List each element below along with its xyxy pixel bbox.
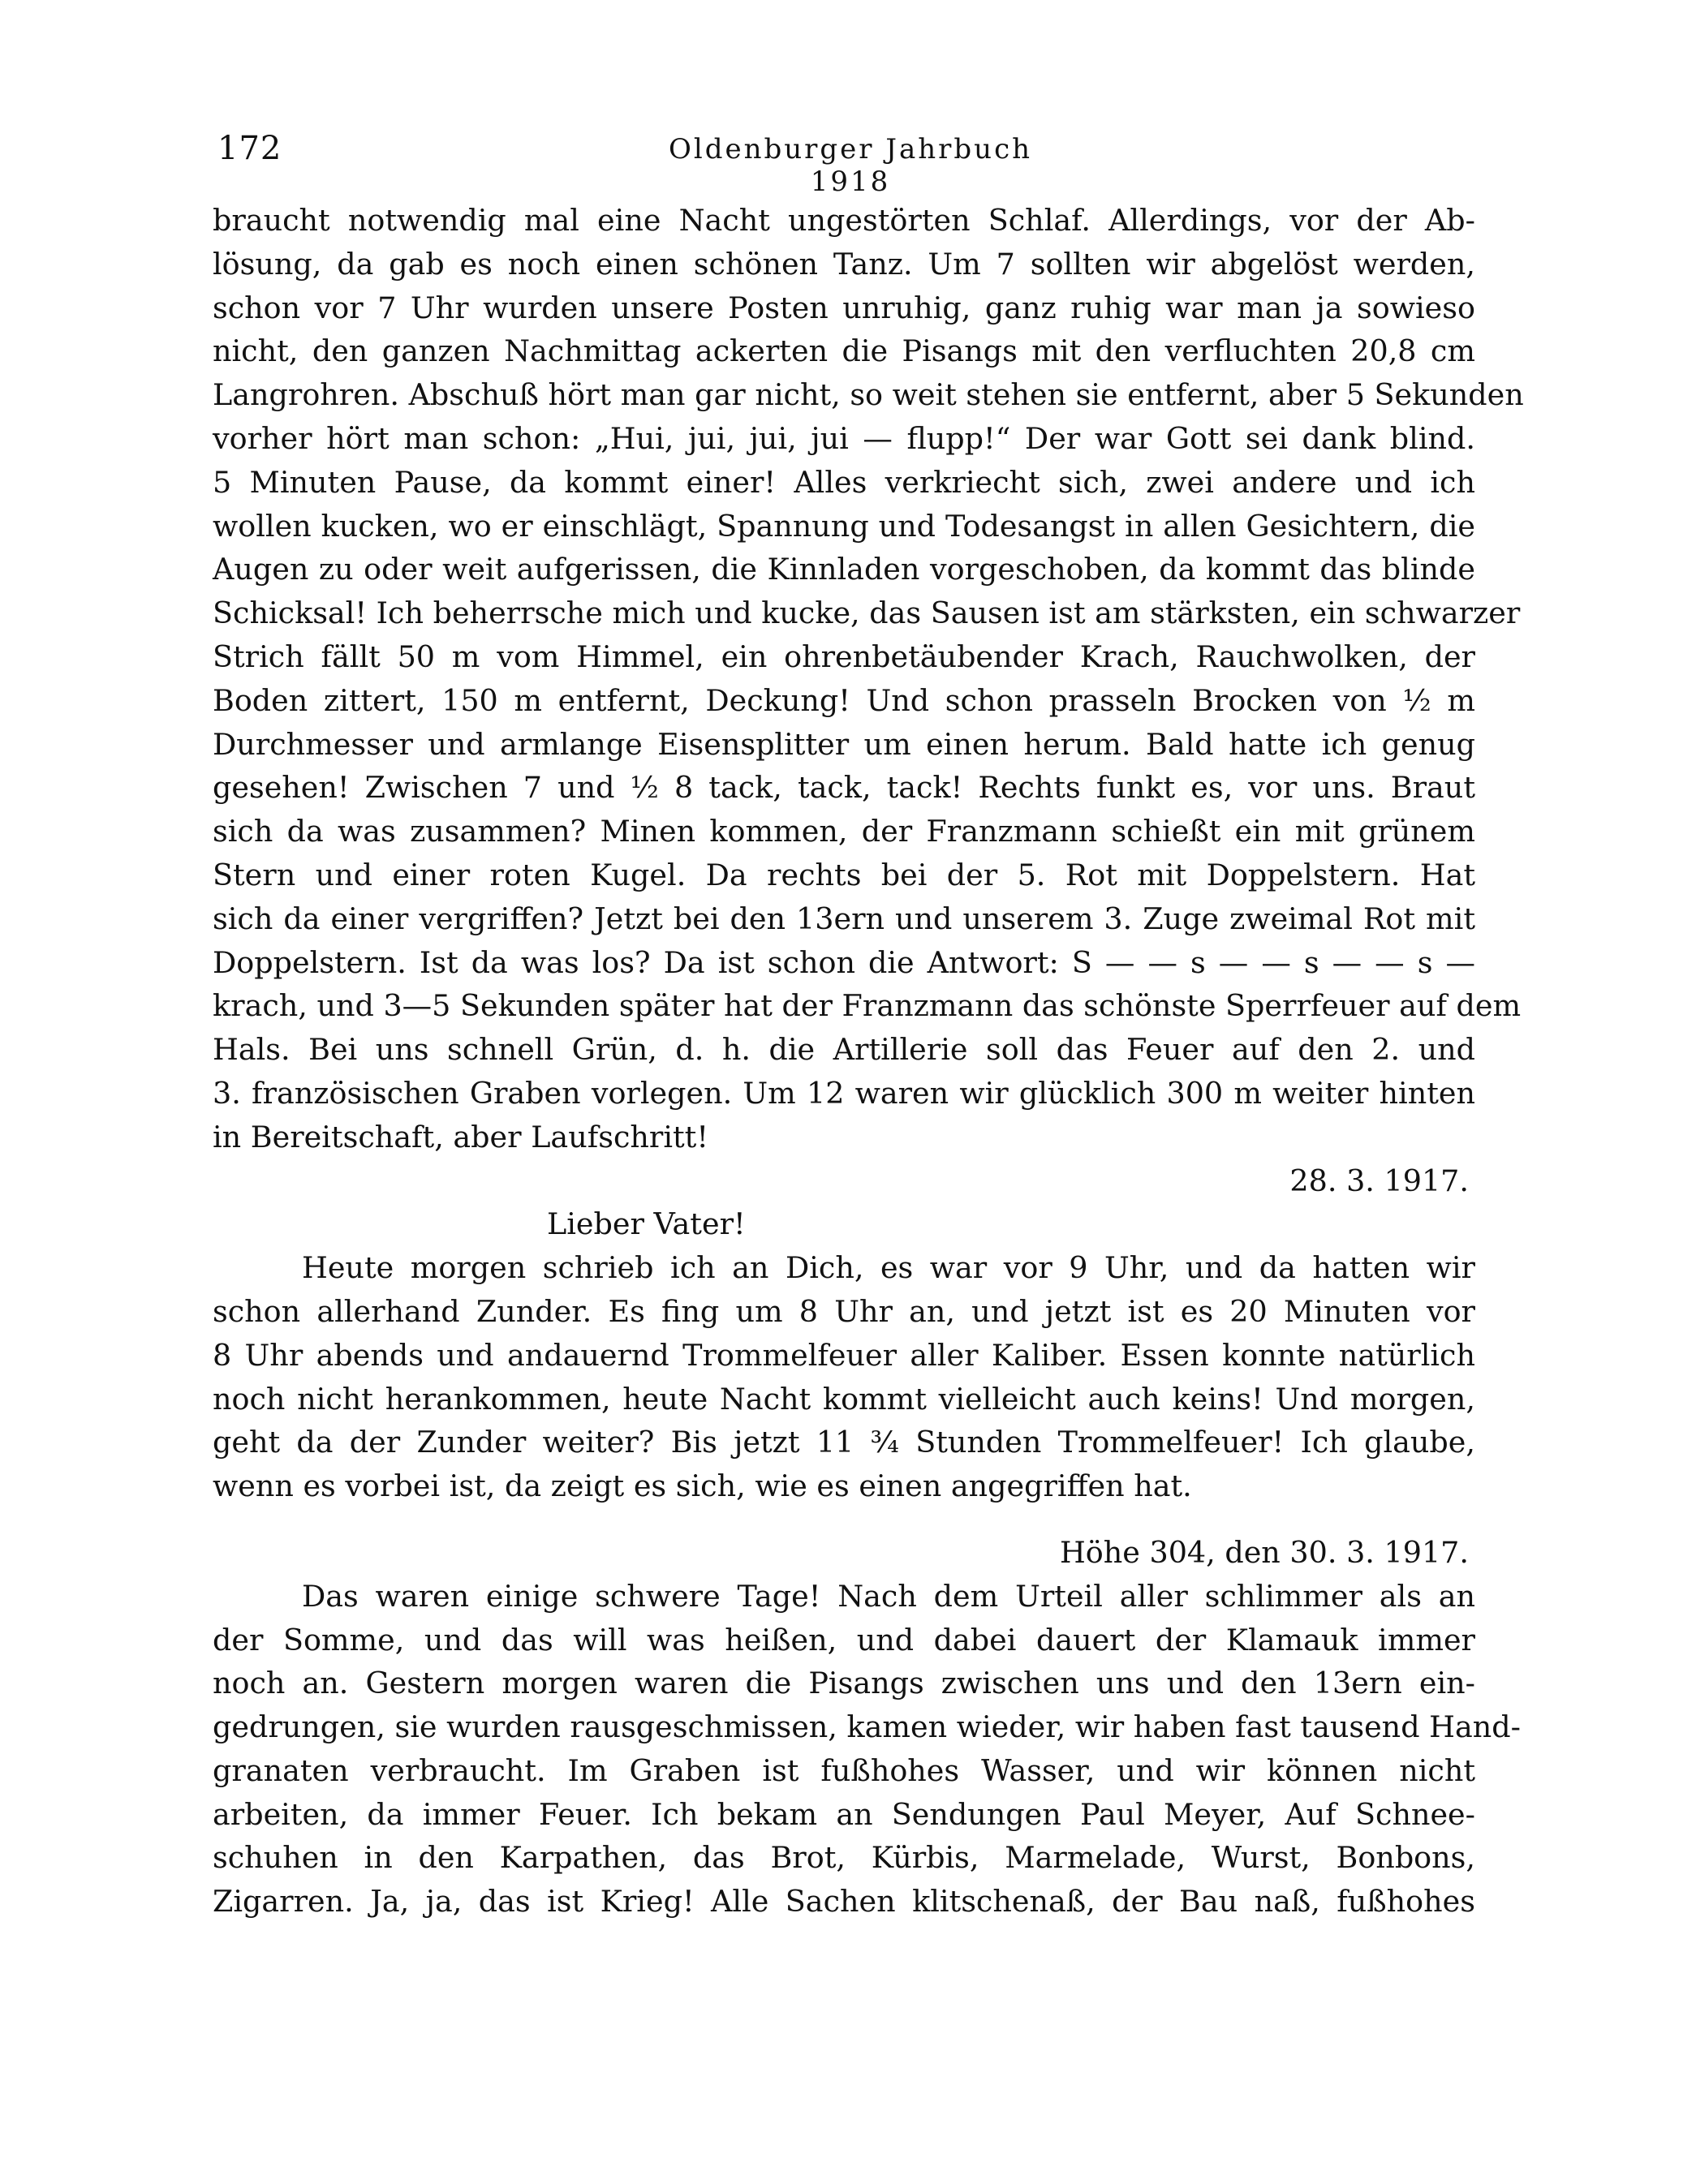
letter-date: 28. 3. 1917.	[1289, 1163, 1469, 1198]
text-line: krach, und 3—5 Sekunden später hat der Franzmann das schönste Sperrfeuer auf dem	[213, 988, 1522, 1024]
paragraph-1	[213, 199, 1524, 1159]
body-text	[213, 199, 1524, 1924]
text-line: arbeiten, da immer Feuer. Ich bekam an Sendungen Paul Meyer, Auf Schnee-	[213, 1796, 1475, 1832]
text-line: Langrohren. Abschuß hört man gar nicht, so weit stehen sie entfernt, aber 5 Sekunden	[213, 377, 1524, 413]
text-line: Doppelstern. Ist da was los? Da ist schon die Antwort: S — — s — — s — — s —	[213, 944, 1475, 980]
text-line: noch an. Gestern morgen waren die Pisangs zwischen uns und den 13ern ein-	[213, 1666, 1475, 1701]
text-line: sich da was zusammen? Minen kommen, der Franzmann schießt ein mit grünem	[213, 814, 1475, 849]
text-line: wenn es vorbei ist, da zeigt es sich, wie es einen angegriffen hat.	[213, 1468, 1192, 1504]
text-line: Heute morgen schrieb ich an Dich, es war vor 9 Uhr, und da hatten wir	[302, 1250, 1475, 1286]
text-line: Stern und einer roten Kugel. Da rechts bei der 5. Rot mit Doppelstern. Hat	[213, 857, 1475, 892]
text-line: Augen zu oder weit aufgerissen, die Kinnladen vorgeschoben, da kommt das blinde	[213, 552, 1475, 587]
letter-salutation: Lieber Vater!	[547, 1206, 746, 1242]
text-line: geht da der Zunder weiter? Bis jetzt 11 ¾ Stunden Trommelfeuer! Ich glaube,	[213, 1425, 1475, 1460]
text-line: Hals. Bei uns schnell Grün, d. h. die Artillerie soll das Feuer auf den 2. und	[213, 1032, 1475, 1068]
text-line: Boden zittert, 150 m entfernt, Deckung! Und schon prasseln Brocken von ½ m	[213, 682, 1475, 718]
text-line: Schicksal! Ich beherrsche mich und kucke, das Sausen ist am stärksten, ein schwarzer	[213, 595, 1521, 631]
text-line: in Bereitschaft, aber Laufschritt!	[213, 1119, 709, 1154]
text-line: der Somme, und das will was heißen, und dabei dauert der Klamauk immer	[213, 1622, 1475, 1657]
paragraph-2	[213, 1246, 1475, 1508]
text-line: vorher hört man schon: „Hui, jui, jui, jui — flupp!“ Der war Gott sei dank blind.	[213, 420, 1475, 456]
text-line: Strich fällt 50 m vom Himmel, ein ohrenbetäubender Krach, Rauchwolken, der	[213, 638, 1475, 674]
text-line: gedrungen, sie wurden rausgeschmissen, kamen wieder, wir haben fast tausend Hand-	[213, 1709, 1521, 1745]
text-line: 5 Minuten Pause, da kommt einer! Alles verkriecht sich, zwei andere und ich	[213, 464, 1475, 500]
text-line: wollen kucken, wo er einschlägt, Spannung und Todesangst in allen Gesichtern, die	[213, 508, 1475, 544]
page-header	[217, 130, 1477, 198]
text-line: Zigarren. Ja, ja, das ist Krieg! Alle Sachen klitschenaß, der Bau naß, fußhohes	[213, 1884, 1475, 1920]
text-line: gesehen! Zwischen 7 und ½ 8 tack, tack, tack! Rechts funkt es, vor uns. Braut	[213, 770, 1475, 806]
text-line: sich da einer vergriffen? Jetzt bei den 13ern und unserem 3. Zuge zweimal Rot mit	[213, 901, 1475, 936]
page-number: 172	[217, 130, 282, 167]
running-title: Oldenburger Jahrbuch 1918	[668, 133, 1033, 198]
section-gap	[213, 1508, 1475, 1531]
text-line: 3. französischen Graben vorlegen. Um 12 waren wir glücklich 300 m weiter hinten	[213, 1075, 1475, 1111]
text-line: noch nicht herankommen, heute Nacht kommt vielleicht auch keins! Und morgen,	[213, 1381, 1475, 1417]
text-line: nicht, den ganzen Nachmittag ackerten die Pisangs mit den verfluchten 20,8 cm	[213, 333, 1475, 369]
text-line: schon vor 7 Uhr wurden unsere Posten unruhig, ganz ruhig war man ja sowieso	[213, 290, 1475, 325]
text-line: Durchmesser und armlange Eisensplitter um einen herum. Bald hatte ich genug	[213, 726, 1475, 762]
letter-date: Höhe 304, den 30. 3. 1917.	[1059, 1534, 1469, 1570]
text-line: Das waren einige schwere Tage! Nach dem Urteil aller schlimmer als an	[302, 1578, 1475, 1614]
text-line: braucht notwendig mal eine Nacht ungestörten Schlaf. Allerdings, vor der Ab-	[213, 203, 1475, 238]
text-line: 8 Uhr abends und andauernd Trommelfeuer aller Kaliber. Essen konnte natürlich	[213, 1337, 1475, 1373]
text-line: schuhen in den Karpathen, das Brot, Kürbis, Marmelade, Wurst, Bonbons,	[213, 1840, 1475, 1876]
text-line: schon allerhand Zunder. Es fing um 8 Uhr an, und jetzt ist es 20 Minuten vor	[213, 1293, 1475, 1329]
text-line: lösung, da gab es noch einen schönen Tanz. Um 7 sollten wir abgelöst werden,	[213, 246, 1475, 282]
text-line: granaten verbraucht. Im Graben ist fußhohes Wasser, und wir können nicht	[213, 1752, 1475, 1788]
paragraph-3	[213, 1575, 1521, 1924]
